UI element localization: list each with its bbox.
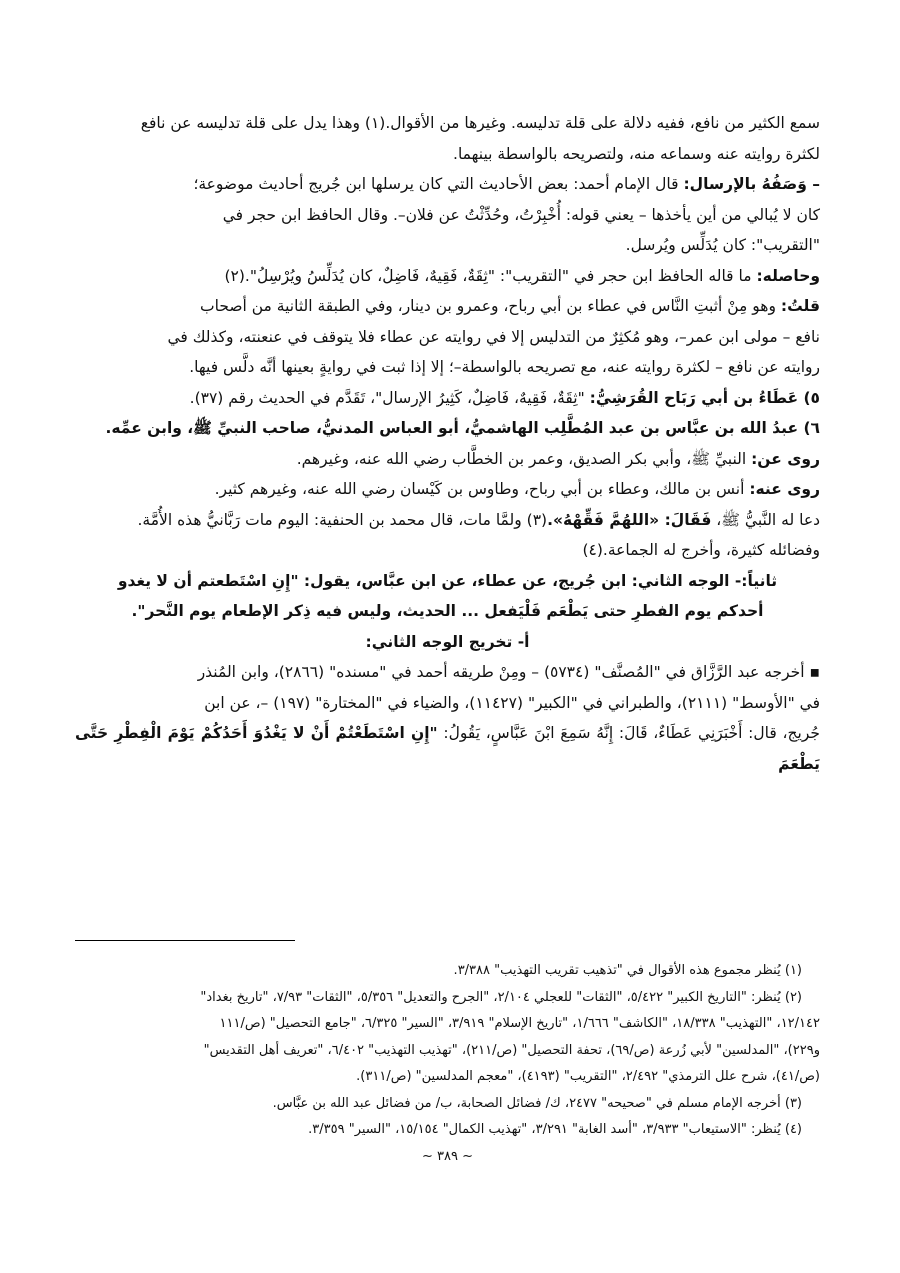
paragraph-line <box>75 291 820 322</box>
paragraph-line: سمع الكثير من نافع، ففيه دلالة على قلة تدليسه. وغيرها من الأقوال.(١) وهذا يدل على قلة تدليسه عن نافع <box>140 114 820 132</box>
paragraph-line <box>75 474 820 505</box>
footnote: (٤) يُنظر: "الاستيعاب" ٣/٩٣٣، "أسد الغابة" ٣/٢٩١، "تهذيب الكمال" ١٥/١٥٤، "السير" ٣/٣٥٩. <box>308 1122 802 1137</box>
paragraph-line: ▪ أخرجه عبد الرَّزَّاق في "المُصنَّف" (٥٧٣٤) – ومِنْ طريقه أحمد في "مسنده" (٢٨٦٦)، وابن المُنذر <box>197 663 820 681</box>
paragraph-line: في "الأوسط" (٢١١١)، والطبراني في "الكبير" (١١٤٢٧)، والضياء في "المختارة" (١٩٧) –، عن ابن <box>204 693 820 712</box>
paragraph-line <box>75 261 820 292</box>
paragraph-line: كان لا يُبالي من أين يأخذها – يعني قوله: أُخْبِرْتُ، وحُدِّثْتُ عن فلان–. وقال الحافظ ابن حجر في <box>222 205 820 224</box>
paragraph-line: وفضائله كثيرة، وأخرج له الجماعة.(٤) <box>582 541 820 559</box>
footnote-separator <box>75 940 295 941</box>
footnote: (٢) يُنظر: "التاريخ الكبير" ٥/٤٢٢، "الثقات" للعجلي ٢/١٠٤، "الجرح والتعديل" ٥/٣٥٦، "الثقات" ٧/٩٣، "تاريخ بغداد" <box>200 989 802 1005</box>
paragraph-line: روايته عن نافع – لكثرة روايته عنه، مع تصريحه بالواسطة–؛ إلا إذا ثبت في روايةٍ بعينها أنَّه دلَّس فيها. <box>189 358 820 376</box>
footnote: (١) يُنظر مجموع هذه الأقوال في "تذهيب تقريب التهذيب" ٣/٣٨٨. <box>453 963 802 978</box>
paragraph-line <box>75 169 820 200</box>
narrator-name: ٥) عَطَاءُ بن أبي رَبَاح القُرَشِيُّ: <box>589 388 820 407</box>
section-label: وحاصله: <box>756 266 820 285</box>
line-text: ما قاله الحافظ ابن حجر في "التقريب": "ثِقَةٌ، فَقِيهٌ، فَاضِلٌ، كان يُدَلِّسُ ويُرْسِلُ".(٢) <box>224 266 752 285</box>
line-text: (٣) ولمَّا مات، قال محمد بن الحنفية: اليوم مات رَبَّانيُّ هذه الأُمَّة. <box>137 510 548 529</box>
section-label: روى عن: <box>751 449 820 468</box>
section-label: قلتُ: <box>780 297 820 315</box>
footnote: (٣) أخرجه الإمام مسلم في "صحيحه" ٢٤٧٧، ك/ فضائل الصحابة، ب/ من فضائل عبد الله بن عبَّاس. <box>272 1095 802 1111</box>
line-text: جُريج، قال: أَخْبَرَنِي عَطَاءٌ، قَالَ: إِنَّهُ سَمِعَ ابْنَ عَبَّاسٍ، يَقُولُ: <box>443 724 820 742</box>
line-text: دعا له النَّبيُّ ﷺ، <box>716 510 820 529</box>
narrator-heading: ٦) عبدُ الله بن عبَّاس بن عبد المُطَّلِب الهاشميُّ، أبو العباس المدنيُّ، صاحب النبيِّ ﷺ، وابن عمِّه. <box>105 419 820 437</box>
paragraph-line: لكثرة روايته عنه وسماعه منه، ولتصريحه بالواسطة بينهما. <box>453 144 820 163</box>
paragraph-line: "التقريب": كان يُدَلِّس ويُرسل. <box>625 236 820 254</box>
section-label: روى عنه: <box>749 480 820 498</box>
line-text: قال الإمام أحمد: بعض الأحاديث التي كان يرسلها ابن جُريج أحاديث موضوعة؛ <box>193 175 679 193</box>
hadith-quote: "إِنِ اسْتَطَعْتُمْ أَنْ لا يَغْدُوَ أَحَدُكُمْ يَوْمَ الْفِطْرِ حَتَّى يَطْعَمَ <box>75 724 820 773</box>
section-heading: ثانياً:- الوجه الثاني: ابن جُريج، عن عطاء، عن ابن عبَّاس، يقول: "إِنِ اسْتَطعتم أن لا يغدو <box>117 571 778 590</box>
paragraph-line: نافع – مولى ابن عمر–، وهو مُكثِرٌ من التدليس إلا في روايته عن عطاء فلا يتوقف في عنعنته، وكذلك في <box>167 327 820 346</box>
footnotes <box>75 958 820 1170</box>
page-body <box>75 108 820 779</box>
footnote-line: و٢٢٩)، "المدلسين" لأبي زُرعة (ص/٦٩)، تحفة التحصيل" (ص/٢١١)، "تهذيب التهذيب" ٦/٤٠٢، "تعريف أهل التقديس" <box>203 1042 820 1058</box>
paragraph-line <box>75 718 820 779</box>
paragraph-line <box>75 383 820 414</box>
line-text: أنس بن مالك، وعطاء بن أبي رباح، وطاوس بن كَيْسان رضي الله عنه، وغيرهم كثير. <box>214 480 745 498</box>
page-number: ~ ٣٨٩ ~ <box>421 1148 473 1164</box>
paragraph-line <box>75 444 820 475</box>
subheading: أ- تخريج الوجه الثاني: <box>365 632 530 651</box>
line-text: وهو مِنْ أثبتِ النَّاس في عطاء بن أبي رباح، وعمرو بن دينار، وفي الطبقة الثانية من أصحاب <box>200 297 776 315</box>
footnote-line: ١٢/١٤٢، "التهذيب" ١٨/٣٣٨، "الكاشف" ١/٦٦٦، "تاريخ الإسلام" ٣/٩١٩، "السير" ٦/٣٢٥، "جامع التحصيل" (ص/١١١ <box>219 1016 820 1031</box>
line-text: "ثِقَةٌ، فَقِيهٌ، فَاضِلٌ، كَثِيرُ الإرسال"، تَقَدَّم في الحديث رقم (٣٧). <box>189 388 585 407</box>
paragraph-line <box>75 505 820 536</box>
section-heading: أحدكم يوم الفطرِ حتى يَطْعَم فَلْيَفعل ... الحديث، وليس فيه ذِكر الإطعام يوم النَّحر". <box>131 602 764 620</box>
footnote-line: (ص/٤١)، شرح علل الترمذي" ٢/٤٩٢، "التقريب" (٤١٩٣)، "معجم المدلسين" (ص/٣١١). <box>356 1069 820 1084</box>
line-text: النبيِّ ﷺ، وأبي بكر الصديق، وعمر بن الخطَّاب رضي الله عنه، وغيرهم. <box>296 449 747 468</box>
section-label: – وَصَفُهُ بالإرسال: <box>683 175 820 193</box>
hadith-quote: فَقَالَ: «اللهُمَّ فَقِّهْهُ». <box>547 510 712 529</box>
